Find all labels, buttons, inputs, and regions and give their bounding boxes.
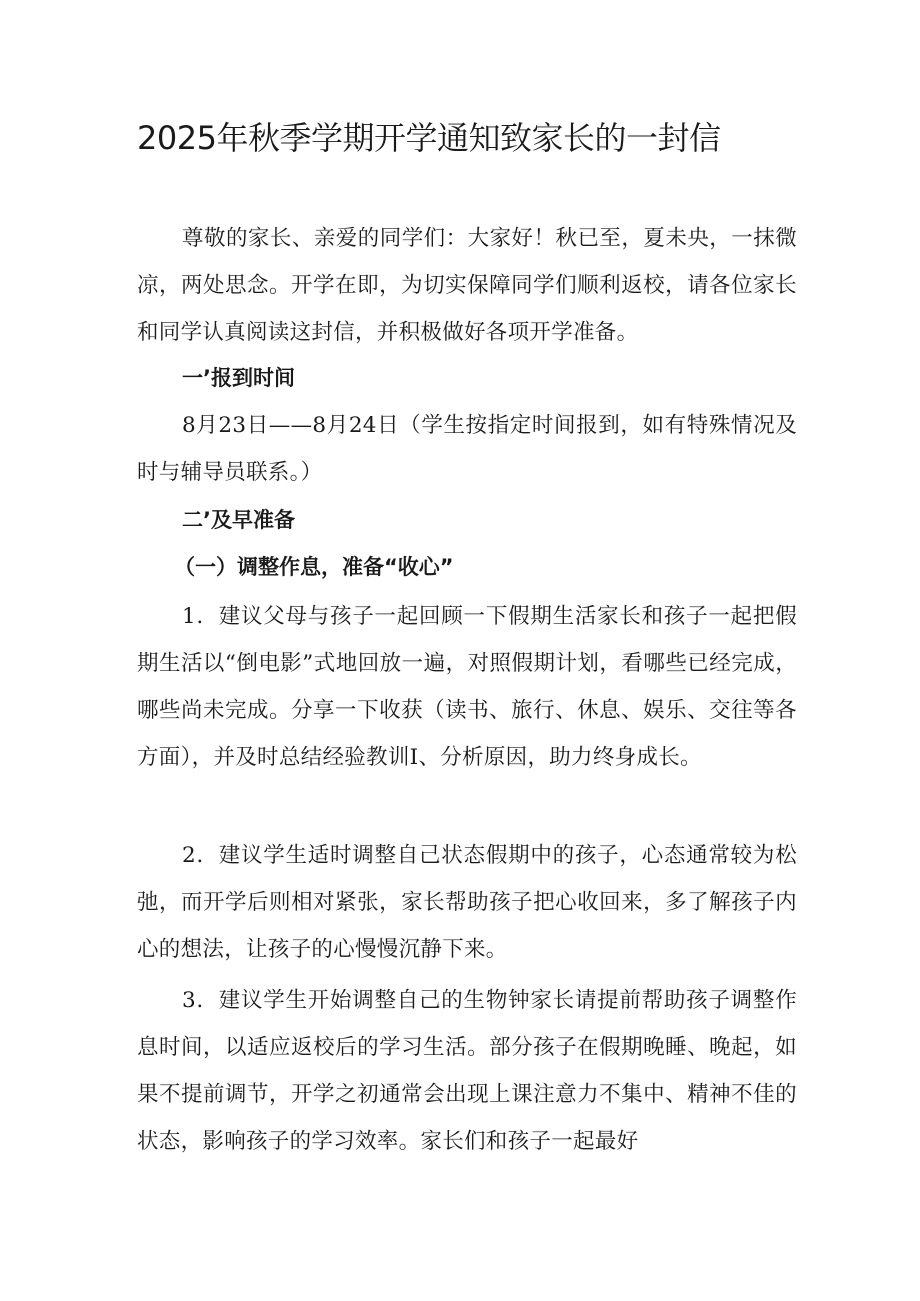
list-item-2: 2．建议学生适时调整自己状态假期中的孩子，心态通常较为松弛，而开学后则相对紧张，家长帮助孩子把心收回来，多了解孩子内心的想法，让孩子的心慢慢沉静下来。 — [137, 843, 797, 962]
list-item-1: 1．建议父母与孩子一起回顾一下假期生活家长和孩子一起把假期生活以“倒电影”式地回放一遍，对照假期计划，看哪些已经完成，哪些尚未完成。分享一下收获（读书、旅行、休息、娱乐、交往等各方面），并及时总结经验教训I、分析原因，助力终身成长。 — [137, 604, 797, 770]
section-heading-registration: 一’报到时间 — [182, 366, 295, 390]
list-item-3: 3．建议学生开始调整自己的生物钟家长请提前帮助孩子调整作息时间，以适应返校后的学习生活。部分孩子在假期晚睡、晚起，如果不提前调节，开学之初通常会出现上课注意力不集中、精神不佳的状态，影响孩子的学习效率。家长们和孩子一起最好 — [137, 988, 797, 1154]
document-title: 2025年秋季学期开学通知致家长的一封信 — [137, 119, 721, 157]
intro-paragraph: 尊敬的家长、亲爱的同学们：大家好！秋已至，夏未央，一抹微凉，两处思念。开学在即，为切实保障同学们顺利返校，请各位家长和同学认真阅读这封信，并积极做好各项开学准备。 — [137, 226, 797, 345]
subsection-heading-adjust-routine: （一）调整作息，准备“收心” — [174, 555, 454, 579]
registration-time-paragraph: 8月23日——8月24日（学生按指定时间报到，如有特殊情况及时与辅导员联系。） — [137, 413, 797, 485]
section-heading-preparation: 二’及早准备 — [182, 508, 295, 532]
